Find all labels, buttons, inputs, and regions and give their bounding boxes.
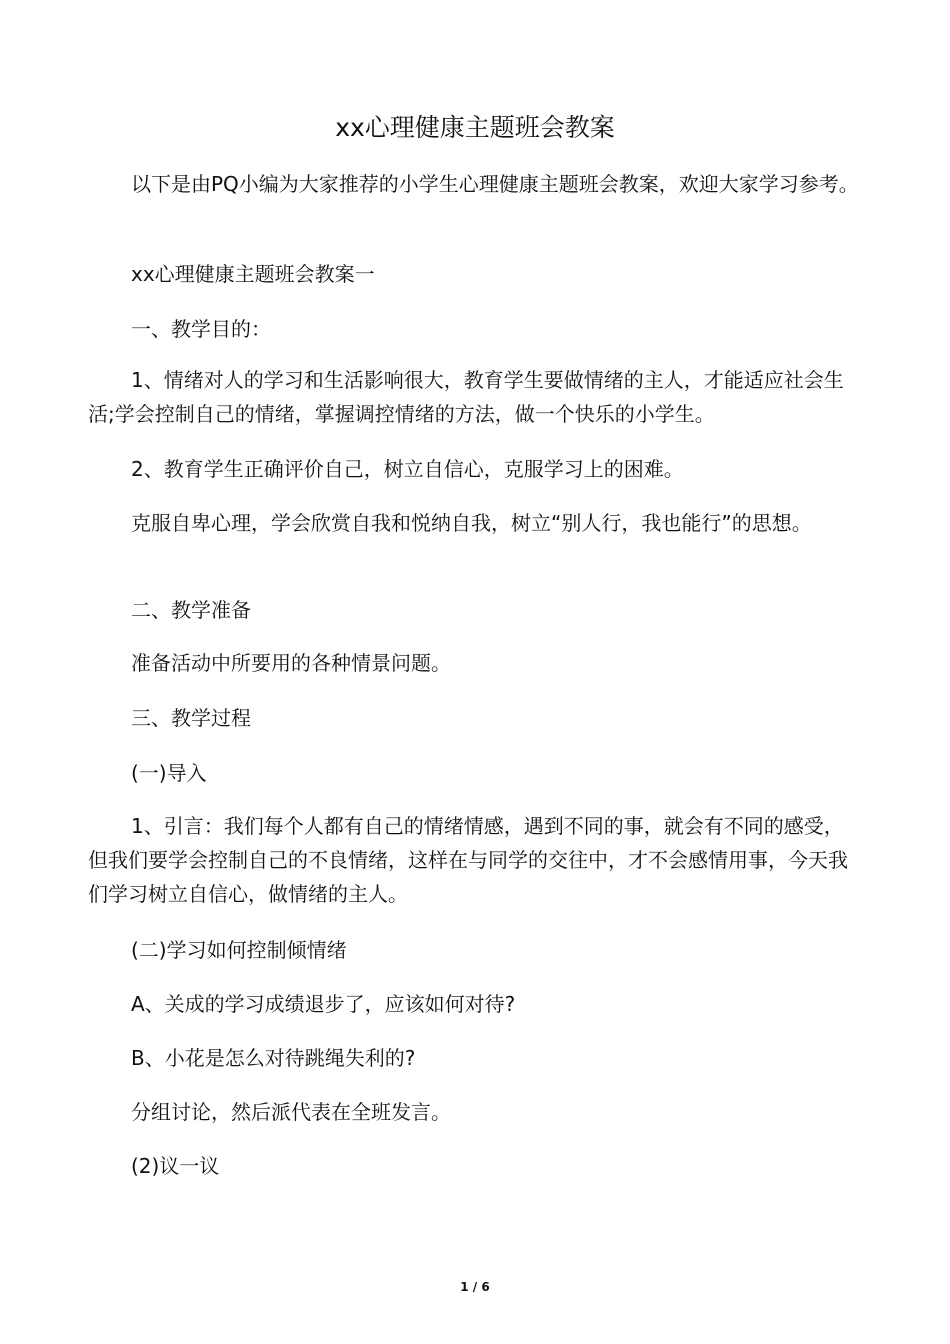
objective-paragraph: 2、教育学生正确评价自己，树立自信心，克服学习上的困难。 [131,457,684,481]
intro-paragraph: 以下是由PQ小编为大家推荐的小学生心理健康主题班会教案，欢迎大家学习参考。 [131,172,859,196]
list-item: A、关成的学习成绩退步了，应该如何对待? [131,992,516,1016]
section-heading-preparation: 二、教学准备 [131,598,251,622]
body-paragraph: 准备活动中所要用的各种情景问题。 [131,651,451,675]
subsection-heading: (2)议一议 [131,1154,220,1178]
objective-paragraph: 1、情绪对人的学习和生活影响很大，教育学生要做情绪的主人，才能适应社会生活;学会控制自己的情绪，掌握调控情绪的方法，做一个快乐的小学生。 [88,368,844,426]
section-heading-objectives: 一、教学目的： [131,317,271,341]
document-title: xx心理健康主题班会教案 [335,113,615,142]
body-paragraph: 克服自卑心理，学会欣赏自我和悦纳自我，树立“别人行，我也能行”的思想。 [131,511,812,535]
section-heading-process: 三、教学过程 [131,706,251,730]
lesson-plan-heading: xx心理健康主题班会教案一 [131,262,375,286]
subsection-heading: (一)导入 [131,761,207,785]
body-paragraph: 分组讨论，然后派代表在全班发言。 [131,1100,451,1124]
list-item: B、小花是怎么对待跳绳失利的? [131,1046,416,1070]
subsection-heading: (二)学习如何控制倾情绪 [131,938,347,962]
body-paragraph: 1、引言：我们每个人都有自己的情绪情感，遇到不同的事，就会有不同的感受，但我们要学会控制自己的不良情绪，这样在与同学的交往中，才不会感情用事，今天我们学习树立自信心，做情绪的主人。 [88,814,848,906]
page-indicator: 1 / 6 [460,1280,490,1294]
